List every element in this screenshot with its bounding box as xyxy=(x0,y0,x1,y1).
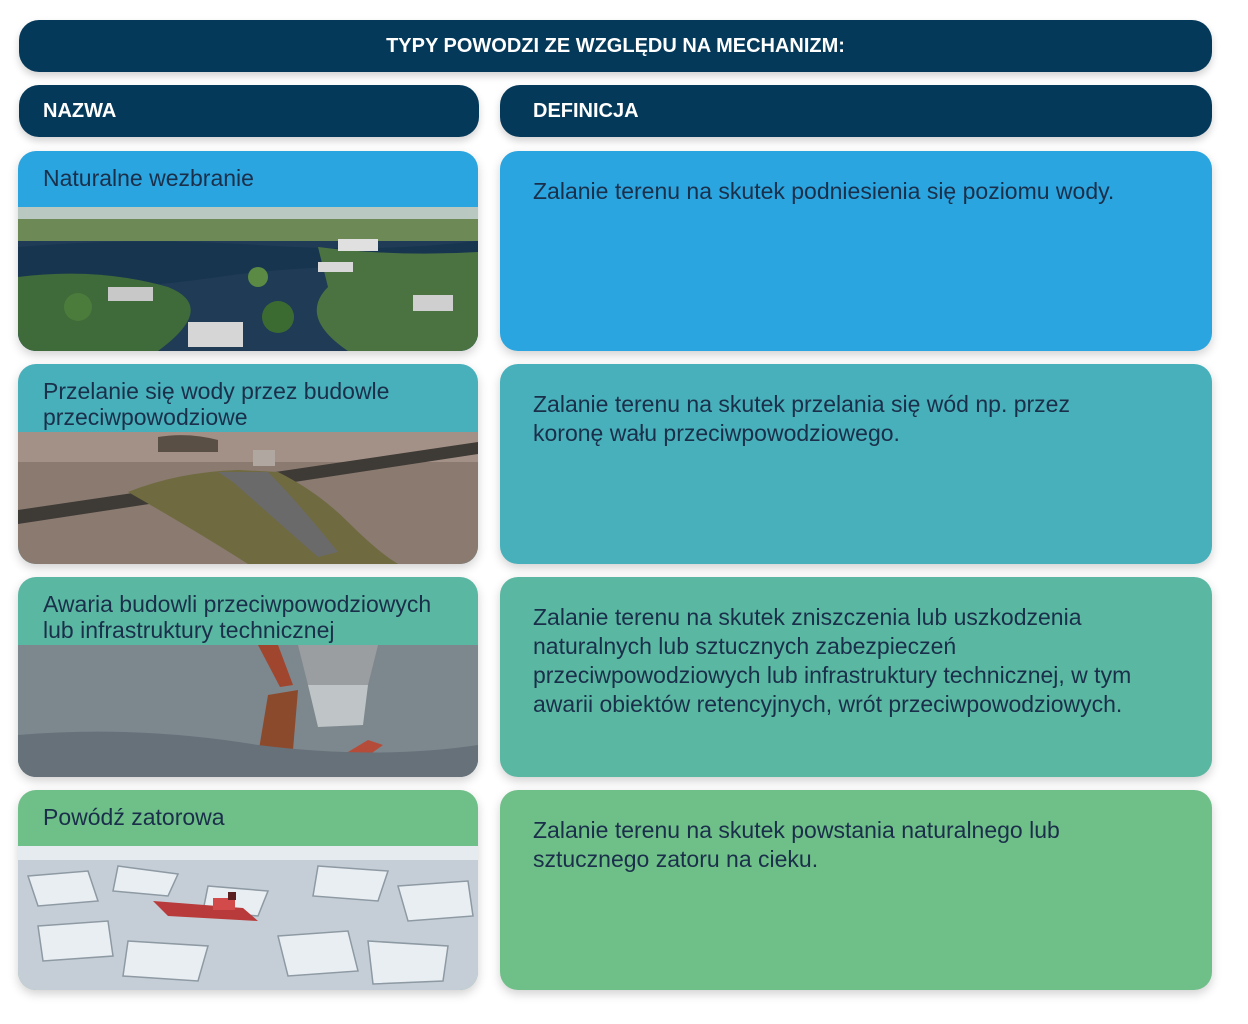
flood-type-name: Naturalne wezbranie xyxy=(43,165,254,191)
flooded-neighborhood-photo xyxy=(18,207,478,351)
flood-type-name: Powódź zatorowa xyxy=(43,804,225,830)
definition-card xyxy=(500,364,1212,564)
definition-card xyxy=(500,151,1212,351)
flood-type-definition: Zalanie terenu na skutek zniszczenia lub uszkodzenia naturalnych lub sztucznych zabezpieczeń przeciwpowodziowych lub infrastruktury technicznej, w tym awarii obiektów retencyjnych, wrót przeciwpowodziowych. xyxy=(533,604,1132,717)
flood-type-name: Awaria budowli przeciwpowodziowych lub infrastruktury technicznej xyxy=(43,591,432,643)
name-card xyxy=(18,577,478,777)
name-card xyxy=(18,790,478,990)
flood-type-name: Przelanie się wody przez budowle przeciwpowodziowe xyxy=(43,378,390,430)
definition-card xyxy=(500,577,1212,777)
name-card xyxy=(18,364,478,564)
page-title: TYPY POWODZI ZE WZGLĘDU NA MECHANIZM: xyxy=(19,20,1212,72)
flooded-road-photo xyxy=(18,432,478,564)
column-header-name: NAZWA xyxy=(19,85,479,137)
ice-jam-ship-photo xyxy=(18,846,478,990)
definition-card xyxy=(500,790,1212,990)
name-card xyxy=(18,151,478,351)
flood-type-definition: Zalanie terenu na skutek podniesienia się poziomu wody. xyxy=(533,178,1115,204)
flood-type-definition: Zalanie terenu na skutek przelania się wód np. przez koronę wału przeciwpowodziowego. xyxy=(533,391,1070,446)
column-header-definition: DEFINICJA xyxy=(500,85,1212,137)
flood-type-definition: Zalanie terenu na skutek powstania naturalnego lub sztucznego zatoru na cieku. xyxy=(533,817,1060,872)
collapsed-bridge-photo xyxy=(18,645,478,777)
